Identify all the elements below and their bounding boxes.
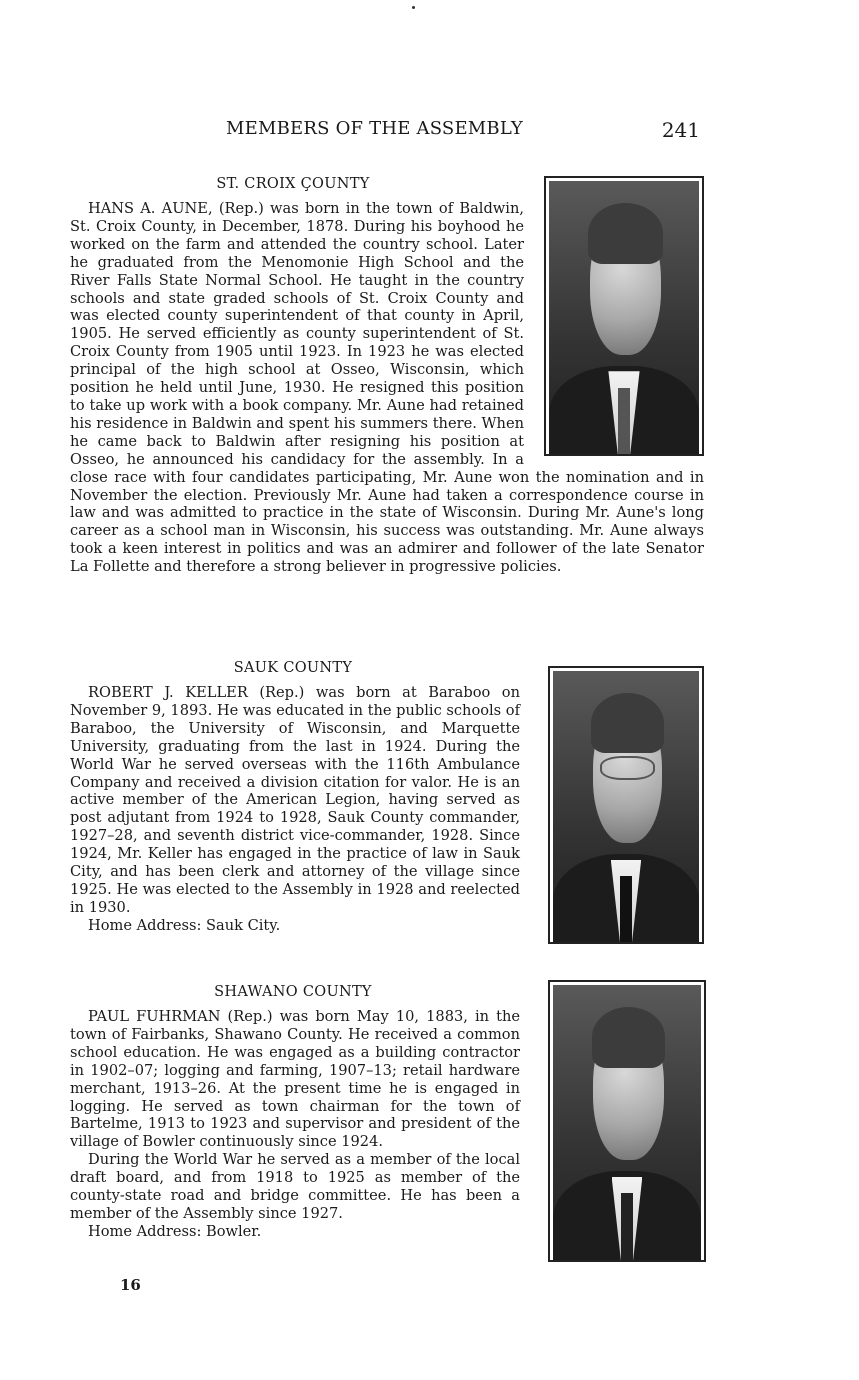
portrait-tie — [621, 1193, 633, 1260]
county-heading: SAUK COUNTY — [233, 660, 353, 676]
signature-mark: 16 — [120, 1276, 141, 1294]
portrait-hair — [588, 203, 663, 264]
running-title: MEMBERS OF THE ASSEMBLY — [226, 118, 523, 139]
biography-text — [70, 1008, 520, 1241]
biography-text — [70, 684, 520, 935]
section-sauk-county — [70, 660, 704, 960]
biography-paragraph: PAUL FUHRMAN (Rep.) was born May 10, 1883, in the town of Fairbanks, Shawano County. He received a common school education. He was engaged as a building contractor in 1902–07; logging and farming, 1907–13; retail hardware merchant, 1913–26. At the present time he is engaged in logging. He served as town chairman for the town of Bartelme, 1913 to 1923 and supervisor and president of the village of Bowler continuously since 1924. — [70, 1008, 520, 1151]
section-shawano-county — [70, 984, 704, 1274]
portrait-tie — [620, 876, 632, 942]
biography-paragraph: ROBERT J. KELLER (Rep.) was born at Baraboo on November 9, 1893. He was educated in the public schools of Baraboo, the University of Wisconsin, and Marquette University, graduating from the last in 1924. During the World War he served overseas with the 116th Ambulance Company and received a division citation for valor. He is an active member of the American Legion, having served as post adjutant from 1924 to 1928, Sauk County commander, 1927–28, and seventh district vice-commander, 1928. Since 1924, Mr. Keller has engaged in the practice of law in Sauk City, and has been clerk and attorney of the village since 1925. He was elected to the Assembly in 1928 and reelected in 1930. — [70, 684, 520, 916]
home-address: Home Address: Bowler. — [88, 1222, 262, 1240]
biography-paragraph: HANS A. AUNE, (Rep.) was born in the town of Baldwin, St. Croix County, in December, 1878. During his boyhood he worked on the farm and attended the country school. Later he graduated from the Menomonie High School and the River Falls State Normal School. He taught in the country schools and state graded schools of St. Croix County and was elected county superintendent of that county in April, 1905. He served efficiently as county superintendent of St. Croix County from 1905 until 1923. In 1923 he was elected principal of the high school at Osseo, Wisconsin, which position he held until June, 1930. He resigned this position to take up work with a book company. Mr. Aune had retained his residence in Baldwin and spent his summers there. When he came back to Baldwin after resigning his position at Osseo, he announced his candidacy for the assembly. In a close race with four candidates participating, Mr. Aune won the nomination and in November the election. Previously Mr. Aune had taken a correspondence course in law and was admitted to practice in the state of Wisconsin. During Mr. Aune's long career as a school man in Wisconsin, his success was outstanding. Mr. Aune always took a keen interest in politics and was an admirer and follower of the late Senator La Follette and therefore a strong believer in progressive policies. — [70, 200, 704, 576]
running-header — [70, 118, 700, 144]
section-st-croix-county — [70, 174, 704, 644]
biography-paragraph: During the World War he served as a member of the local draft board, and from 1918 to 1925 as member of the county-state road and bridge committee. He has been a member of the Assembly since 1927. — [70, 1151, 520, 1222]
portrait-hair — [592, 1007, 666, 1068]
portrait-paul-fuhrman — [548, 980, 706, 1262]
home-address: Home Address: Sauk City. — [88, 916, 281, 934]
portrait-tie — [618, 388, 630, 454]
county-heading: SHAWANO COUNTY — [214, 984, 372, 1000]
portrait-glasses — [600, 756, 655, 781]
portrait-hans-a-aune — [544, 176, 704, 456]
county-heading: ST. CROIX ÇOUNTY — [216, 176, 370, 192]
page-number: 241 — [661, 118, 700, 142]
print-speck — [412, 6, 415, 9]
portrait-hair — [591, 693, 664, 753]
portrait-robert-j-keller — [548, 666, 704, 944]
